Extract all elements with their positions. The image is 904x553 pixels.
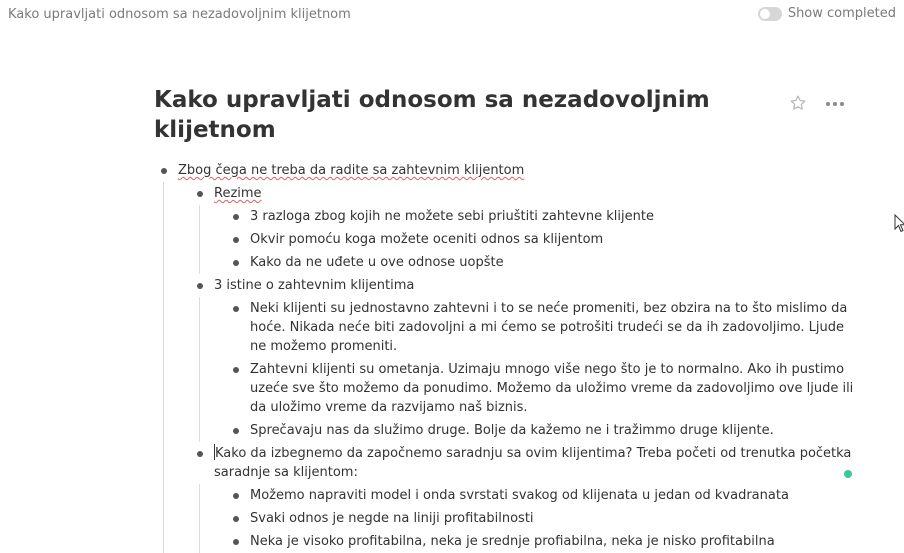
list-item[interactable] [232, 358, 860, 419]
list-item[interactable] [232, 251, 860, 274]
bullet[interactable] [233, 260, 239, 266]
list-item-text[interactable]: Rezime [214, 186, 262, 201]
list-item[interactable] [232, 297, 860, 358]
children-group [232, 484, 860, 553]
mouse-cursor-icon [894, 214, 904, 234]
show-completed-label[interactable]: Show completed [787, 6, 896, 21]
list-item-text[interactable]: Možemo napraviti model i onda svrstati svakog od klijenata u jedan od kvadranata [250, 488, 789, 503]
list-item-text[interactable]: Neki klijenti su jednostavno zahtevni i to se neće promeniti, bez obzira na to što mislimo da hoće. Nikada neće biti zadovoljni a mi ćemo se potrošiti trudeći se da ih zadovoljimo. Ljude ne možemo promeniti. [250, 301, 848, 354]
list-item[interactable] [196, 274, 860, 442]
list-item-text[interactable]: 3 istine o zahtevnim klijentima [214, 278, 415, 293]
bullet[interactable] [233, 306, 239, 312]
show-completed-toggle[interactable] [758, 7, 782, 21]
list-item-text[interactable]: Kako da izbegnemo da započnemo saradnju sa ovim klijentima? Treba početi od trenutka početka saradnje sa klijentom: [214, 446, 852, 480]
list-item[interactable] [232, 419, 860, 442]
star-icon[interactable] [789, 94, 807, 112]
list-item[interactable] [196, 442, 860, 553]
bullet[interactable] [233, 214, 239, 220]
list-item-text[interactable]: Okvir pomoću koga možete oceniti odnos sa klijentom [250, 232, 604, 247]
bullet[interactable] [233, 428, 239, 434]
bullet[interactable] [197, 191, 203, 197]
list-item[interactable] [232, 205, 860, 228]
list-item[interactable] [232, 530, 860, 553]
bullet[interactable] [233, 516, 239, 522]
more-icon[interactable] [825, 101, 845, 107]
list-item-text[interactable]: Kako da ne uđete u ove odnose uopšte [250, 255, 504, 270]
list-item-text[interactable]: Sprečavaju nas da služimo druge. Bolje da kažemo ne i tražimmo druge klijente. [250, 423, 774, 438]
bullet[interactable] [233, 493, 239, 499]
outline [160, 159, 860, 553]
bullet[interactable] [233, 539, 239, 545]
children-group [232, 297, 860, 442]
status-dot [844, 470, 852, 478]
children-group [196, 182, 860, 553]
bullet[interactable] [233, 367, 239, 373]
list-item[interactable] [160, 159, 860, 553]
list-item-text[interactable]: Svaki odnos je negde na liniji profitabilnosti [250, 511, 534, 526]
list-item-text[interactable]: Zbog čega ne treba da radite sa zahtevnim klijentom [178, 163, 525, 178]
list-item[interactable] [232, 507, 860, 530]
bullet[interactable] [233, 237, 239, 243]
bullet[interactable] [197, 283, 203, 289]
list-item[interactable] [196, 182, 860, 274]
show-completed-toggle-group[interactable] [758, 6, 896, 21]
list-item[interactable] [232, 484, 860, 507]
children-group [232, 205, 860, 274]
bullet[interactable] [161, 168, 167, 174]
breadcrumb[interactable]: Kako upravljati odnosom sa nezadovoljnim klijetnom [8, 7, 351, 22]
page-title[interactable]: Kako upravljati odnosom sa nezadovoljnim klijetnom [154, 87, 710, 143]
top-bar [0, 0, 904, 30]
list-item[interactable] [232, 228, 860, 251]
list-item-text[interactable]: Neka je visoko profitabilna, neka je srednje profiabilna, neka je nisko profitabilna [250, 534, 775, 549]
list-item-text[interactable]: Zahtevni klijenti su ometanja. Uzimaju mnogo više nego što je to normalno. Ako ih pustimo uzeće sve što možemo da ponudimo. Možemo da uložimo vreme da zadovoljimo ove ljude ili da uložimo vreme da razvijamo naš biznis. [250, 362, 854, 415]
list-item-text[interactable]: 3 razloga zbog kojih ne možete sebi priuštiti zahtevne klijente [250, 209, 654, 224]
bullet[interactable] [197, 451, 203, 457]
